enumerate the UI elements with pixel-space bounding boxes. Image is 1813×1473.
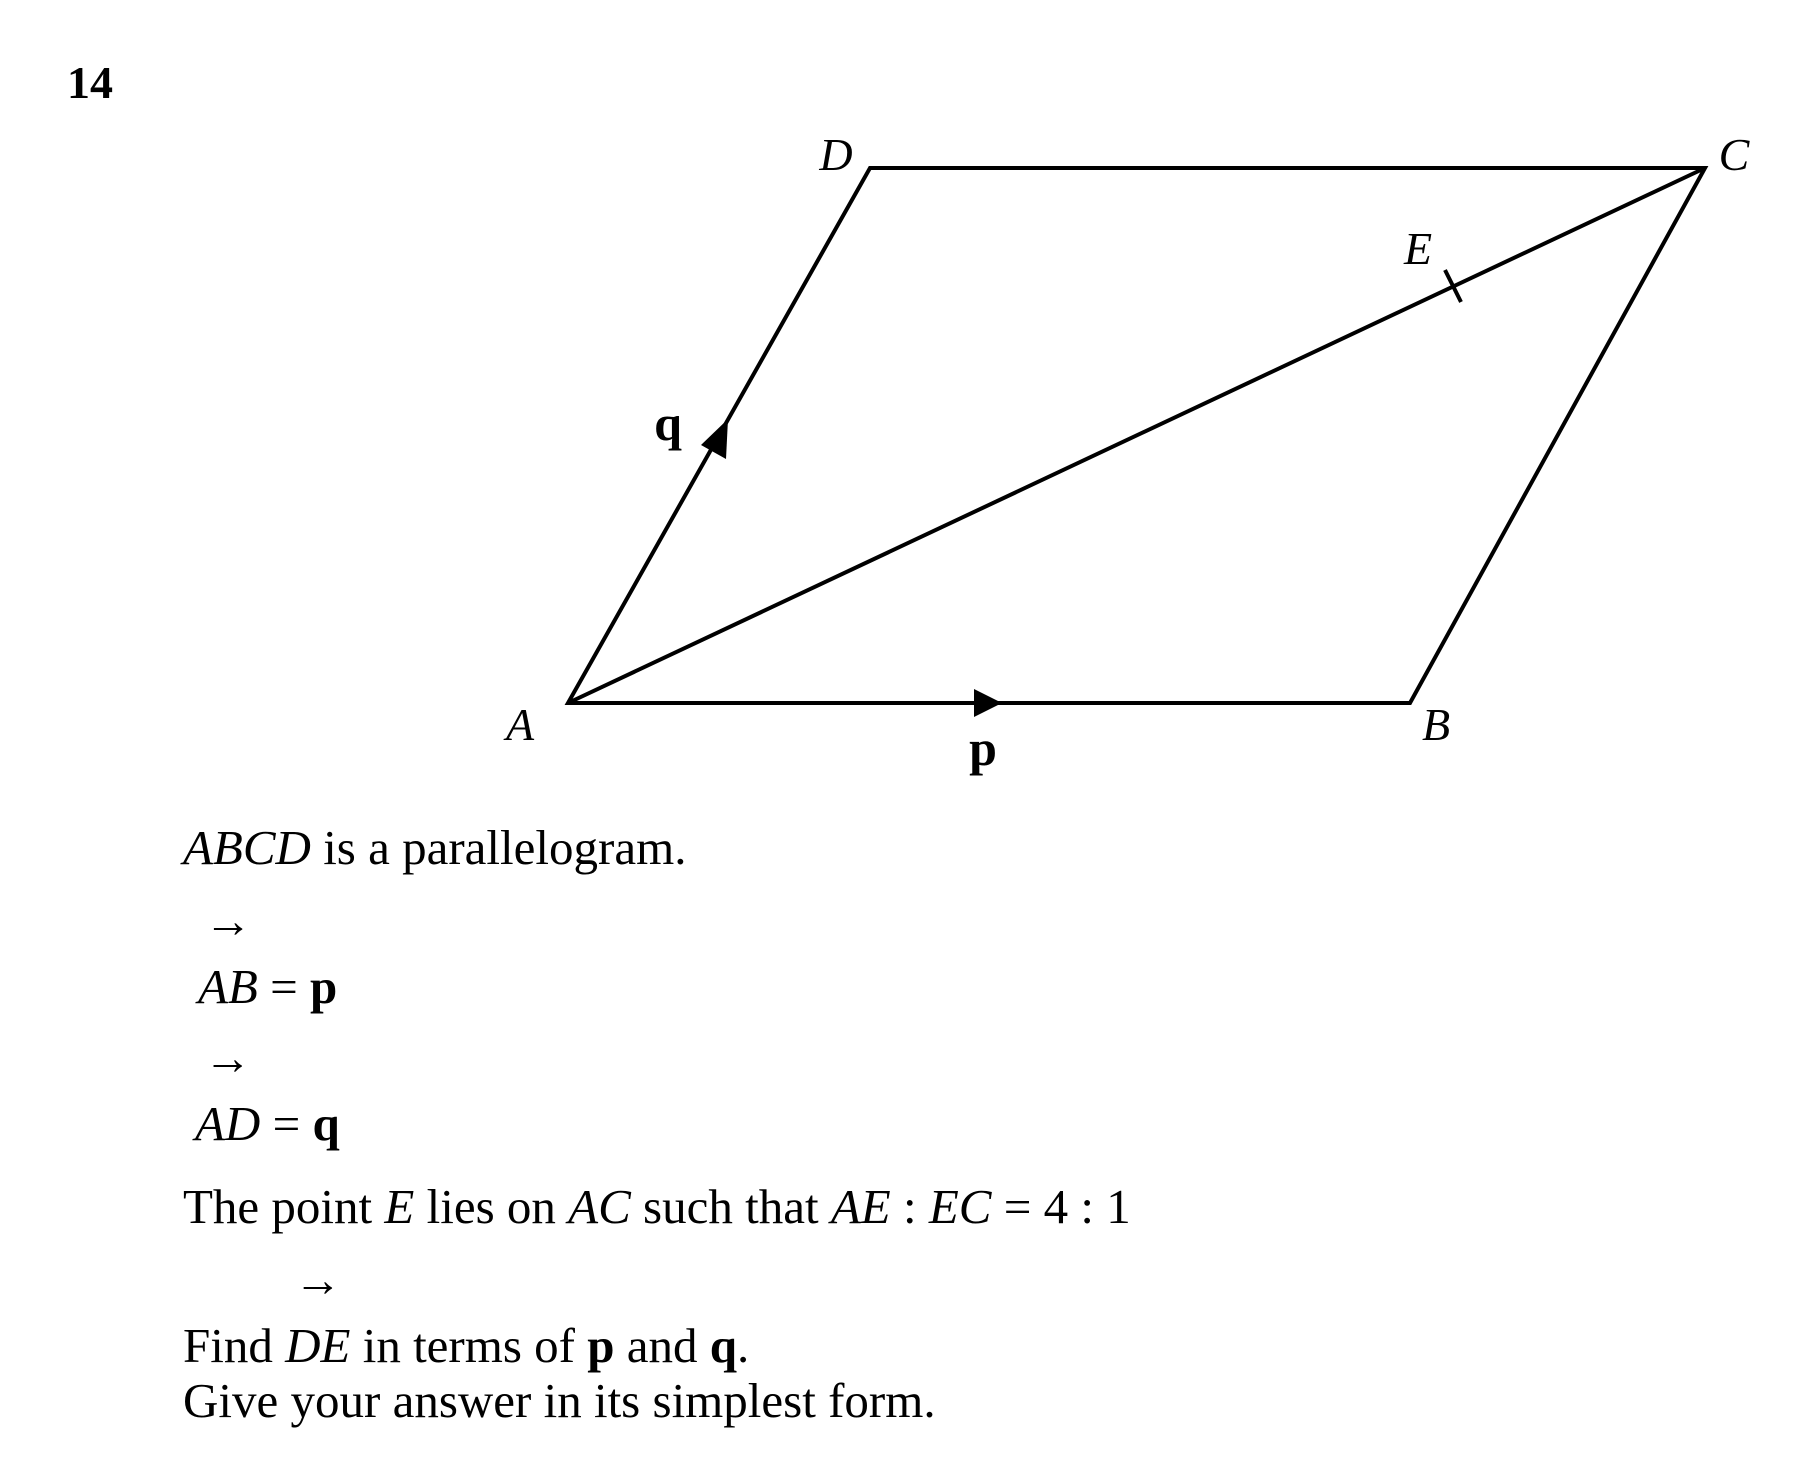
statement-text: is a parallelogram. bbox=[310, 820, 687, 875]
vertex-label-b: B bbox=[1421, 699, 1451, 750]
vertex-label-a: A bbox=[505, 699, 535, 750]
vector-label-q: q bbox=[654, 395, 682, 451]
statement-point-e: The point E lies on AC such that AE : EC = 4 : 1 bbox=[183, 1179, 1131, 1234]
question-instruction: Find → DE in terms of p and q. bbox=[183, 1254, 750, 1373]
vector-arrow-icon: → bbox=[203, 895, 252, 948]
question-number: 14 bbox=[67, 57, 113, 108]
vector-label-p: p bbox=[969, 720, 997, 776]
diagonal-ac bbox=[568, 168, 1705, 703]
equals-sign: = bbox=[260, 1096, 313, 1151]
shape-name: ABCD bbox=[183, 820, 311, 875]
answer-instruction: Give your answer in its simplest form. bbox=[183, 1373, 936, 1428]
vector-arrow-icon: → bbox=[293, 1254, 342, 1307]
vector-ab: → AB bbox=[198, 895, 258, 1014]
vector-value-p: p bbox=[310, 959, 338, 1014]
point-label-e: E bbox=[1403, 223, 1433, 274]
arrow-p-marker bbox=[974, 689, 1002, 717]
vector-value-q: q bbox=[312, 1096, 340, 1151]
vector-de: → DE bbox=[285, 1254, 351, 1373]
vector-ad: → AD bbox=[195, 1032, 261, 1151]
statement-parallelogram bbox=[183, 820, 687, 875]
arrow-q-marker bbox=[701, 419, 728, 459]
statement-ab-vector bbox=[198, 895, 338, 1014]
equals-sign: = bbox=[257, 959, 311, 1014]
vector-arrow-icon: → bbox=[203, 1032, 252, 1085]
statement-ad-vector bbox=[195, 1032, 340, 1151]
vertex-label-d: D bbox=[819, 129, 853, 180]
vertex-label-c: C bbox=[1718, 129, 1750, 180]
